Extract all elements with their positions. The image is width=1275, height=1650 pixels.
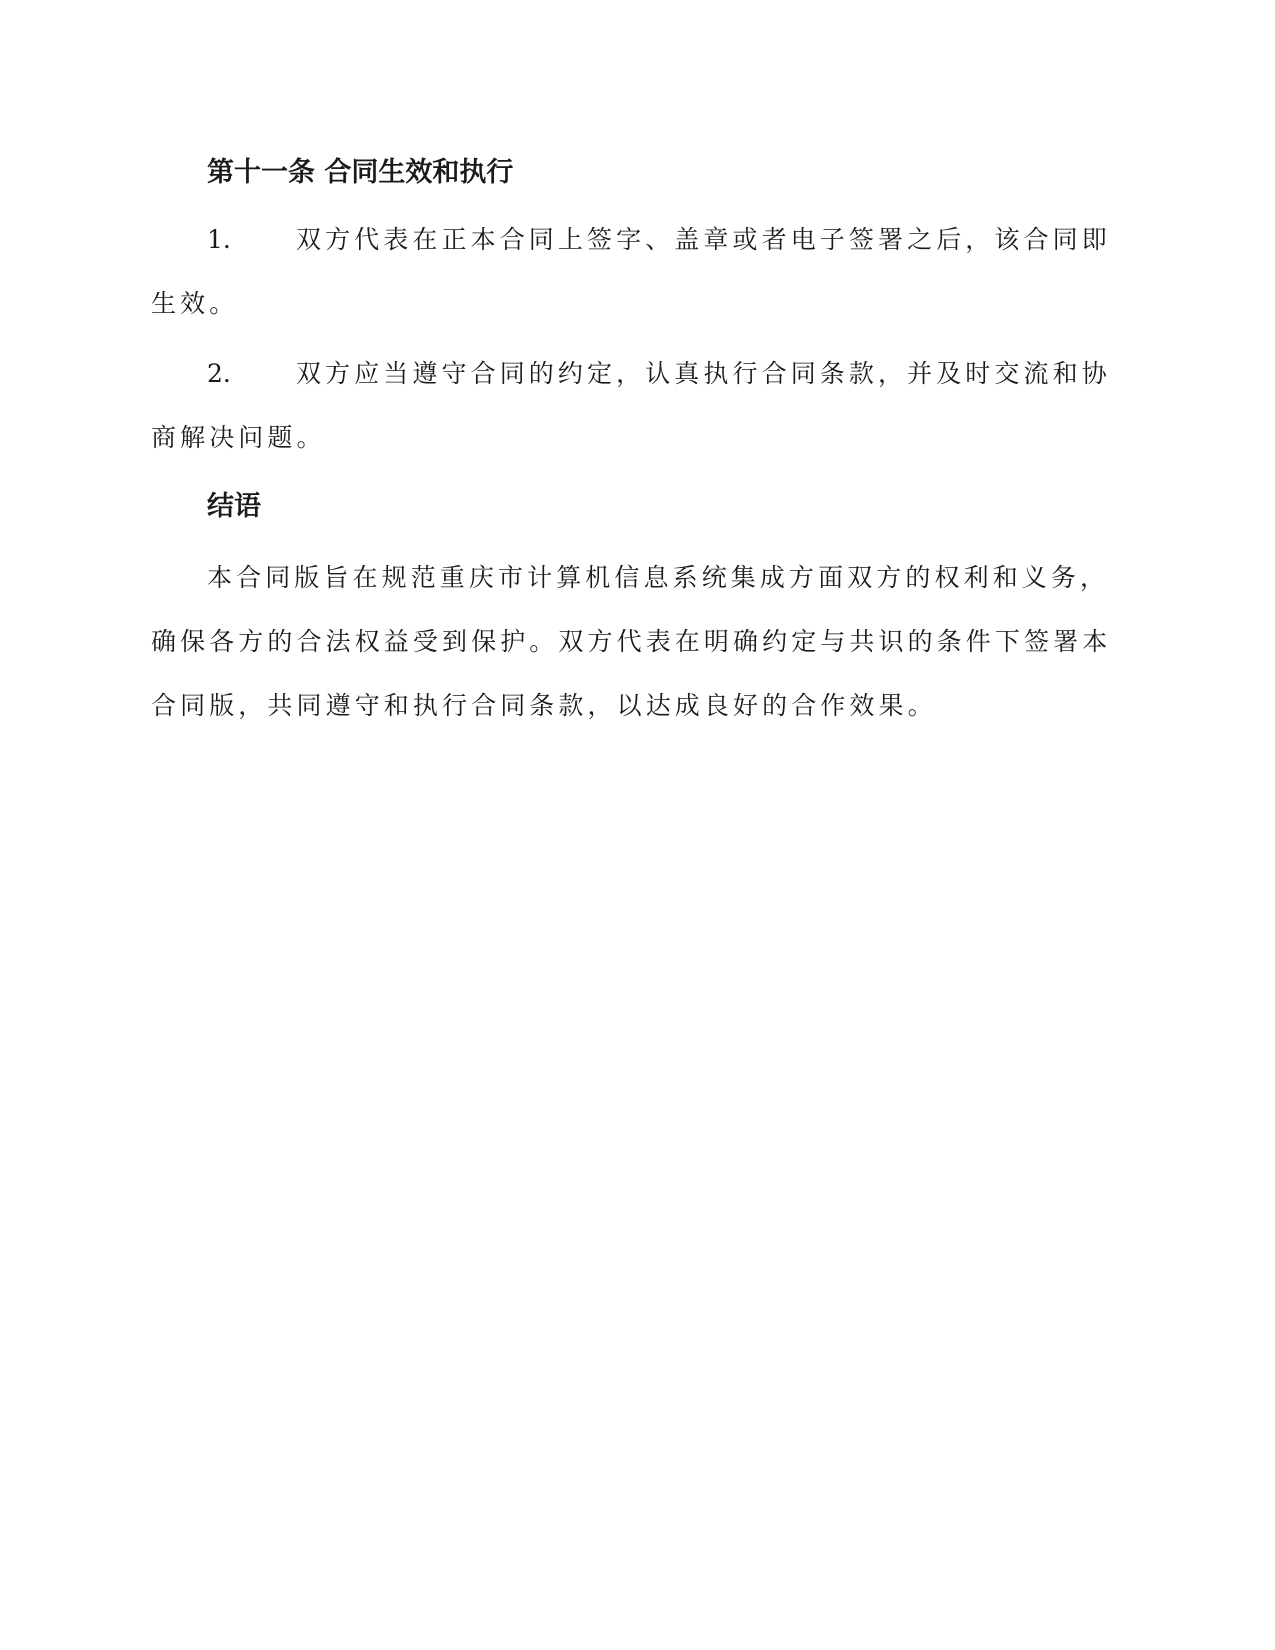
list-item-2-text: 双方应当遵守合同的约定，认真执行合同条款，并及时交流和协商解决问题。 [151, 359, 1111, 452]
article-11-heading: 第十一条 合同生效和执行 [207, 157, 514, 188]
list-item-1-number: 1. [207, 225, 231, 254]
conclusion-paragraph: 本合同版旨在规范重庆市计算机信息系统集成方面双方的权利和义务，确保各方的合法权益受到保护。双方代表在明确约定与共识的条件下签署本合同版，共同遵守和执行合同条款，以达成良好的合作效果。 [151, 563, 1112, 720]
list-item-1 [151, 208, 1111, 336]
list-item-2-number: 2. [207, 359, 231, 388]
list-item-2 [151, 342, 1111, 470]
conclusion-heading: 结语 [207, 491, 261, 522]
list-item-1-text: 双方代表在正本合同上签字、盖章或者电子签署之后，该合同即生效。 [151, 225, 1111, 318]
